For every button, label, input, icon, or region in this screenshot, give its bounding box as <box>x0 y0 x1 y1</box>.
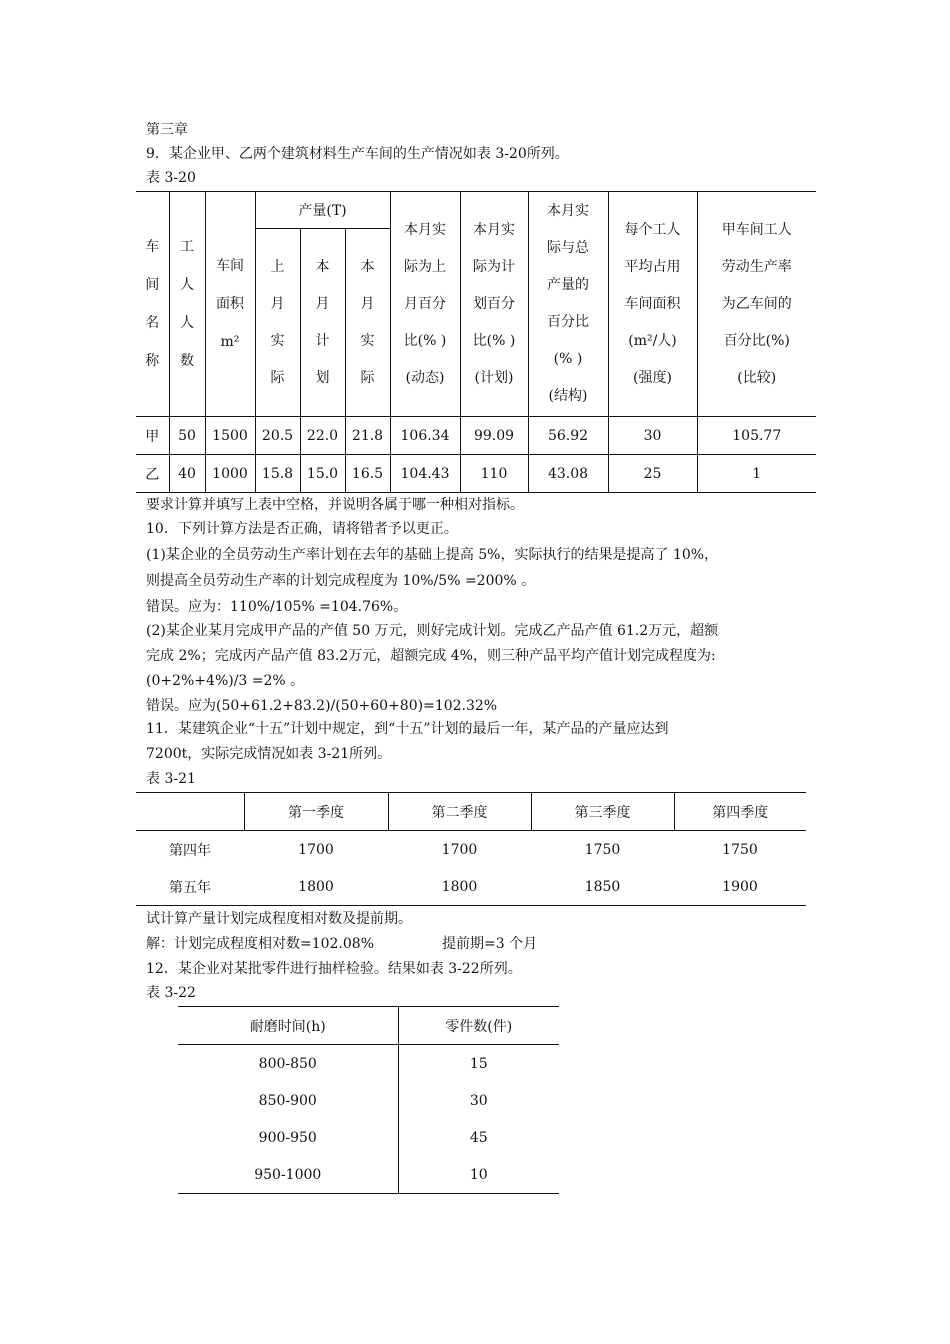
q11-answer-a: 解：计划完成程度相对数=102.08% <box>146 936 375 952</box>
table-3-21-label: 表 3-21 <box>146 771 196 787</box>
chapter-title: 第三章 <box>146 122 188 138</box>
header-last-month-actual: 上 月 实 际 <box>255 229 300 417</box>
table-row: 850-900 30 <box>178 1082 559 1119</box>
table-row: 乙 40 1000 15.8 15.0 16.5 104.43 110 43.08 25 1 <box>136 455 816 493</box>
q12-text: 12．某企业对某批零件进行抽样检验。结果如表 3-22所列。 <box>146 961 522 977</box>
header-structure: 本月实 际与总 产量的 百分比 (% ) (结构) <box>528 192 608 417</box>
q10-problem-2b: 完成 2%；完成丙产品产值 83.2万元，超额完成 4%，则三种产品平均产值计划完成程度为: <box>146 648 716 664</box>
table-header-row: 耐磨时间(h) 零件数(件) <box>178 1007 559 1045</box>
header-intensity: 每个工人 平均占用 车间面积 (m²/人) (强度) <box>608 192 697 417</box>
header-workers: 工 人 人 数 <box>169 192 205 417</box>
q9-note: 要求计算并填写上表中空格，并说明各属于哪一种相对指标。 <box>146 497 524 513</box>
table-row: 900-950 45 <box>178 1119 559 1156</box>
header-output: 产量(T) <box>255 192 390 229</box>
header-this-month-plan: 本 月 计 划 <box>300 229 345 417</box>
q11-text-1: 11．某建筑企业“十五”计划中规定，到“十五”计划的最后一年，某产品的产量应达到 <box>146 721 669 737</box>
q11-text-2: 7200t，实际完成情况如表 3-21所列。 <box>146 746 392 762</box>
q10-answer-1: 错误。应为：110%/105% =104.76%。 <box>146 599 408 615</box>
header-comparison: 甲车间工人 劳动生产率 为乙车间的 百分比(%) (比较) <box>697 192 816 417</box>
table-row: 第四年 1700 1700 1750 1750 <box>169 841 758 859</box>
table-3-22-label: 表 3-22 <box>146 985 196 1001</box>
q11-answer-b: 提前期=3 个月 <box>442 936 538 952</box>
header-workshop: 车 间 名 称 <box>136 192 169 417</box>
q10-answer-2: 错误。应为(50+61.2+83.2)/(50+60+80)=102.32% <box>146 698 498 714</box>
q10-problem-1b: 则提高全员劳动生产率的计划完成程度为 10%/5% =200% 。 <box>146 573 536 589</box>
q10-problem-2c: (0+2%+4%)/3 =2% 。 <box>146 673 305 689</box>
header-vs-plan: 本月实 际为计 划百分 比(% ) (计划) <box>460 192 528 417</box>
header-area: 车间 面积 m² <box>205 192 255 417</box>
table-row: 800-850 15 <box>178 1045 559 1083</box>
table-row: 第五年 1800 1800 1850 1900 <box>169 878 758 896</box>
table-3-20-label: 表 3-20 <box>146 170 196 186</box>
q10-problem-2a: (2)某企业某月完成甲产品的产值 50 万元，则好完成计划。完成乙产品产值 61.2万元，超额 <box>146 623 719 639</box>
header-vs-last-month: 本月实 际为上 月百分 比(% ) (动态) <box>390 192 460 417</box>
table-3-22 <box>178 1006 559 1194</box>
q9-text: 9．某企业甲、乙两个建筑材料生产车间的生产情况如表 3-20所列。 <box>146 146 569 162</box>
table-header-row: 第一季度 第二季度 第三季度 第四季度 <box>136 793 806 831</box>
header-this-month-actual: 本 月 实 际 <box>345 229 390 417</box>
table-row: 950-1000 10 <box>178 1156 559 1194</box>
q10-problem-1a: (1)某企业的全员劳动生产率计划在去年的基础上提高 5%，实际执行的结果是提高了 10%， <box>146 547 719 563</box>
table-row: 甲 50 1500 20.5 22.0 21.8 106.34 99.09 56.92 30 105.77 <box>136 417 816 455</box>
table-3-20 <box>136 191 816 493</box>
q11-question: 试计算产量计划完成程度相对数及提前期。 <box>146 911 412 927</box>
q10-text: 10．下列计算方法是否正确，请将错者予以更正。 <box>146 521 458 537</box>
table-3-21 <box>136 792 806 906</box>
